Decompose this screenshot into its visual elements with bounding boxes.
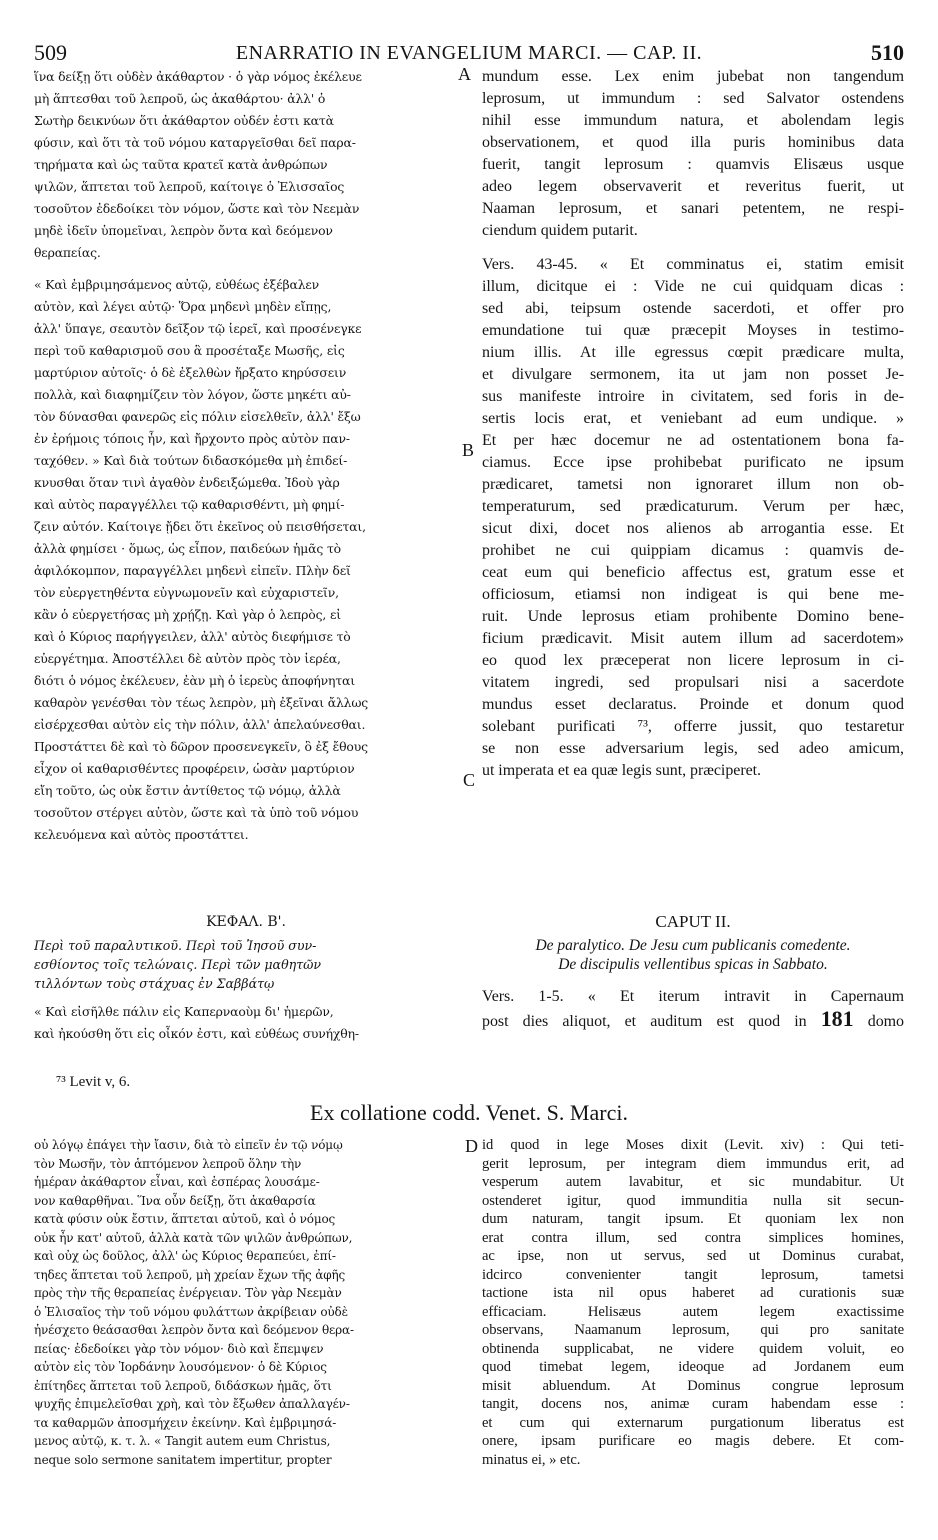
greek-chapter-text [34, 1001, 458, 1045]
text-line: misit abluendum. At Dominus congrue leprosum [482, 1377, 904, 1394]
text-line: Et per hæc docemur ne ad ostentationem bona fa- [482, 432, 904, 449]
text-line: ac ipse, non ut servus, sed ut Dominus curabat, [482, 1248, 904, 1264]
greek-chapter-block [34, 908, 458, 1045]
text-line: μενος αὐτῷ, κ. τ. λ. « Tangit autem eum Christus, [34, 1434, 331, 1448]
text-line: dum naturam, tangit ipsum. Et quoniam lex non [482, 1211, 904, 1227]
greek-chapter-heading: ΚΕΦΑΛ. Β'. [206, 914, 286, 930]
text-line: ἀφιλόκομπον, παραγγέλλει μηδενὶ εἰπεῖν. Πλὴν δεῖ [34, 563, 351, 578]
paragraph-gap [482, 242, 904, 254]
text-line: τοσοῦτον ἐδεδοίκει τὸν νόμον, ὥστε καὶ τὸν Νεεμὰν [34, 201, 360, 216]
text-line: ταχόθεν. » Καὶ διὰ τούτων διδασκόμεθα μὴ ἐπιδεί- [34, 453, 348, 468]
summary-line: De discipulis vellentibus spicas in Sabbato. [558, 956, 828, 973]
text-line: Προστάττει δὲ καὶ τὸ δῶρον προσενεγκεῖν, ὃ ἐξ ἔθους [34, 739, 368, 754]
text-line: emundatione tui quæ præcepit Moyses in testimo- [482, 322, 904, 339]
text-line: ostenderet igitur, quod immunditia nulla sit secun- [482, 1192, 904, 1209]
text-line: τὸν Μωσῆν, τὸν ἁπτόμενον λεπροῦ ὅλην τὴν [34, 1156, 302, 1171]
text-line: efficaciam. Helisæus autem legem exactissime [482, 1303, 904, 1320]
text-line: πολλὰ, καὶ διαφημίζειν τὸν λόγον, ὥστε μηκέτι αὐ- [34, 387, 351, 402]
text-line: τοσοῦτον στέργει αὐτὸν, ὥστε καὶ τὰ ὑπὸ τοῦ νόμου [34, 805, 359, 820]
text-line: gerit leprosum, per integram diem immundus erit, ad [482, 1155, 904, 1172]
text-line: sicut dixi, docet nos alienos ab arrogantia esse. Et [482, 520, 904, 537]
greek-column-top [34, 66, 458, 846]
running-title: ENARRATIO IN EVANGELIUM MARCI. — CAP. II. [235, 42, 703, 64]
text-line: θεραπείας. [34, 245, 101, 260]
text-line: αὐτὸν εἰς τὸν Ἰορδάνην λουσόμενον· ὁ δὲ Κύριος [34, 1360, 327, 1374]
text-line: καὶ ἠκούσθη ὅτι εἰς οἶκόν ἐστι, καὶ εὐθέως συνήχθη- [34, 1026, 359, 1041]
text-line: τὸν εὐεργετηθέντα εὐγνωμονεῖν καὶ εὐχαριστεῖν, [34, 585, 339, 600]
text-line: mundus esset declaratus. Proinde et donum quod [482, 696, 904, 713]
text-line: officiosum, etiamsi non indigeat is qui bene me- [482, 586, 904, 603]
text-line: et divulgare sermonem, ita ut jam non posset Je- [482, 366, 904, 383]
text-line: μὴ ἅπτεσθαι τοῦ λεπροῦ, ὡς ἀκαθάρτου· ἀλλ' ὁ [34, 91, 326, 106]
text-line: ciendum quidem putarit. [482, 222, 638, 239]
text-line: μηδὲ ἰδεῖν ὑπομεῖναι, λεπρὸν ὄντα καὶ δεόμενον [34, 223, 333, 238]
text-line: quod timebat legem, ideoque ad Jordanem eum [482, 1359, 904, 1375]
text-line: ψυχῆς ἐπιμελεῖσθαι χρὴ, καὶ τὸν ἔξωθεν ἀπαλλαγέν- [34, 1397, 350, 1411]
text-line: πείας· ἐδεδοίκει γὰρ τὸν νόμον· διὸ καὶ ἔπεμψεν [34, 1341, 324, 1356]
page-header [34, 40, 904, 66]
text-line: ἐν ἐρήμοις τόποις ἦν, καὶ ἤρχοντο πρὸς αὐτὸν παν- [34, 431, 350, 446]
text-line: leprosum, ut immundum : sed Salvator ostendens [482, 90, 904, 107]
text-line: adeo legem observaverit et reveritus fuerit, ut [482, 178, 904, 195]
text-line: διότι ὁ νόμος ἐκέλευεν, ἐὰν μὴ ὁ ἱερεὺς ἀποφήνηται [34, 673, 355, 688]
text-line: nihil esse immundum natura, et abolendam legis [482, 112, 904, 129]
text-line: se non esse adversarium legis, sed adeo amicum, [482, 740, 904, 757]
text-line: et cum qui externarum purgationum liberatus est [482, 1414, 904, 1431]
summary-line: De paralytico. De Jesu cum publicanis comedente. [535, 937, 851, 954]
summary-line: εσθίοντος τοῖς τελώναις. Περὶ τῶν μαθητῶν [34, 957, 322, 972]
text-line: εἶχον οἱ καθαρισθέντες προφέρειν, ὡσὰν μαρτύριον [34, 761, 355, 776]
text-line: ἀλλὰ φημίσει · ὅμως, ὡς εἶπον, παιδεύων ἡμᾶς τὸ [34, 541, 341, 556]
text-line: μαρτύριον αὐτοῖς· ὁ δὲ ἐξελθὼν ἤρξατο κηρύσσειν [34, 365, 347, 380]
text-line: νον καθαρθῆναι. Ἵνα οὖν δείξῃ, ὅτι ἀκαθαρσία [34, 1193, 316, 1208]
text-line: neque solo sermone sanitatem impertitur, propter [34, 1452, 332, 1467]
text-line: Σωτὴρ δεικνύων ὅτι ἀκάθαρτον οὐδέν ἐστι κατὰ [34, 113, 334, 128]
latin-column-top [482, 66, 904, 782]
text-line: ut imperata et ea quæ legis sunt, præciperet. [482, 762, 762, 779]
text-line: καὶ αὐτὸς παραγγέλλει τῷ καθαρισθέντι, μὴ φημί- [34, 497, 345, 512]
text-line-end: domo [867, 1013, 904, 1030]
text-line: οὐκ ἦν κατ' αὐτοῦ, ἀλλὰ κατὰ τῶν ψιλῶν ἀνθρώπων, [34, 1230, 353, 1245]
text-line: solebant purificati ⁷³, offerre jussit, quo testaretur [482, 718, 904, 735]
greek-chapter-summary [34, 936, 458, 993]
text-line: κἂν ὁ εὐεργετήσας μὴ χρῄζῃ. Καὶ γὰρ ὁ λεπρὸς, εἰ [34, 607, 341, 622]
text-line: « Καὶ εἰσῆλθε πάλιν εἰς Καπερναοὺμ δι' ἡμερῶν, [34, 1004, 334, 1019]
text-line: id quod in lege Moses dixit (Levit. xiv) : Qui teti- [482, 1137, 904, 1153]
latin-chapter-block [482, 908, 904, 1030]
text-line: eo quod lex præceperat non licere leprosum in ci- [482, 652, 904, 669]
text-line: observans, Naamanum leprosum, qui pro sanitate [482, 1322, 904, 1338]
text-line: κελευόμενα καὶ αὐτὸς προστάττει. [34, 827, 249, 842]
text-line: καὶ ὁ Κύριος παρήγγειλεν, ἀλλ' αὐτὸς διεφήμισε τὸ [34, 629, 351, 644]
text-line: onere, ipsam purificare eo magis debere. Et com- [482, 1433, 904, 1449]
text-line-start: post dies aliquot, et auditum est quod in [482, 1013, 807, 1030]
text-line: erat contra illum, sed contra simplices homines, [482, 1229, 904, 1246]
text-line: prohibet ne cui quippiam dicamus : quamvis de- [482, 542, 904, 559]
latin-chapter-heading: CAPUT II. [655, 912, 731, 931]
text-line: ἡμέραν ἀκάθαρτον εἶναι, καὶ ἑσπέρας λουσάμε- [34, 1175, 320, 1189]
text-line: illum, dicitque ei : Vide ne cui quidquam dicas : [482, 278, 904, 295]
text-line: temperaturum, sed prædicaturum. Verum per hæc, [482, 498, 904, 515]
text-line: τηρήματα καὶ ὡς ταῦτα κρατεῖ κατὰ ἀνθρώπων [34, 157, 328, 172]
text-line: sertis locis erat, et veniebant ad eum undique. » [482, 410, 904, 427]
text-line: ὁ Ἐλισαῖος τὴν τοῦ νόμου φυλάττων ἀκρίβειαν οὐδὲ [34, 1304, 348, 1319]
text-line: obtinenda supplicabat, ne videre quidem voluit, eo [482, 1340, 904, 1357]
text-line: observationem, et quod illa puris hominibus data [482, 134, 904, 151]
text-line: fuerit, tangit leprosum : quamvis Elisæus usque [482, 156, 904, 173]
text-line: Vers. 43-45. « Et comminatus ei, statim emisit [482, 256, 904, 273]
margin-letter-a: A [458, 64, 471, 84]
latin-chapter-summary [482, 936, 904, 974]
text-line: ψιλῶν, ἅπτεται τοῦ λεπροῦ, καίτοιγε ὁ Ἐλισσαῖος [34, 179, 345, 194]
text-line: κατὰ φύσιν οὐκ ἔστιν, ἅπτεται αὐτοῦ, καὶ ὁ νόμος [34, 1212, 336, 1226]
page-number-right: 510 [871, 40, 904, 65]
text-line: πρὸς τὴν τῆς θεραπείας ἐνέργειαν. Τὸν γὰρ Νεεμὰν [34, 1286, 342, 1300]
text-line: τα καθαρμῶν ἀποσμήχειν ἐκείνην. Καὶ ἐμβριμησά- [34, 1415, 337, 1430]
collation-heading: Ex collatione codd. Venet. S. Marci. [310, 1100, 628, 1125]
text-line: ἠνέσχετο θεάσασθαι λεπρὸν ὄντα καὶ δεόμενον θερα- [34, 1323, 354, 1337]
text-line: εὐεργέτημα. Ἀποστέλλει δὲ αὐτὸν πρὸς τὸν ἱερέα, [34, 651, 341, 666]
text-line: vesperum autem lavabitur, et sic mundabitur. Ut [482, 1174, 904, 1190]
text-line: καὶ οὐχ ὡς δοῦλος, ἀλλ' ὡς Κύριος θεραπεύει, ἐπί- [34, 1249, 336, 1263]
text-line: sed abi, teipsum ostende sacerdoti, et offer pro [482, 300, 904, 317]
text-line: sus manifeste introire in civitatem, sed foris in de- [482, 388, 904, 405]
text-line: ζειν αὐτόν. Καίτοιγε ᾔδει ὅτι ἐκεῖνος οὐ πεισθήσεται, [34, 519, 366, 534]
latin-column-bottom [482, 1136, 904, 1469]
text-line: Vers. 1-5. « Et iterum intravit in Capernaum [482, 988, 904, 1005]
greek-column-bottom [34, 1136, 458, 1469]
text-line: prædicaret, tametsi non ignoraret illum non ob- [482, 476, 904, 493]
text-line: mundum esse. Lex enim jubebat non tangendum [482, 68, 904, 85]
text-line: ficium prædicavit. Misit autem illum ad sacerdotem» [482, 630, 904, 647]
text-line: tangit, docens nos, animæ curam habendam esse : [482, 1396, 904, 1412]
text-line: ἀλλ' ὕπαγε, σεαυτὸν δεῖξον τῷ ἱερεῖ, καὶ προσένεγκε [34, 321, 362, 336]
text-line: idcirco convenienter tangit leprosum, tametsi [482, 1266, 904, 1283]
margin-letter-d: D [465, 1136, 478, 1156]
summary-line: τιλλόντων τοὺς στάχυας ἐν Σαββάτῳ [34, 976, 275, 991]
text-line: ciamus. Ecce ipse prohibebat purificato ne ipsum [482, 454, 904, 471]
text-line: vitatem ingredi, sed propulsari nisi a sacerdote [482, 674, 904, 691]
text-line: εἴη τοῦτο, ὡς οὐκ ἔστιν ἀντίθετος τῷ νόμῳ, ἀλλὰ [34, 783, 341, 798]
text-line: τὸν δύνασθαι φανερῶς εἰς πόλιν εἰσελθεῖν, ἀλλ' ἔξω [34, 409, 361, 424]
text-line: nium illis. At ille egressus cœpit prædicare multa, [482, 344, 904, 361]
page-number-left: 509 [34, 40, 67, 65]
text-line: εἰσέρχεσθαι αὐτὸν εἰς τὴν πόλιν, ἀλλ' ἀπελαύνεσθαι. [34, 717, 366, 732]
text-line: ceat eum qui beneficio affectus est, gratum esse et [482, 564, 904, 581]
margin-letter-c: C [463, 770, 476, 790]
text-line: ἵνα δείξῃ ὅτι οὐδὲν ἀκάθαρτον · ὁ γὰρ νόμος ἐκέλευε [34, 69, 362, 84]
summary-line: Περὶ τοῦ παραλυτικοῦ. Περὶ τοῦ Ἰησοῦ συν- [34, 938, 317, 953]
text-line: κνυσθαι ὅταν τινὶ ἀγαθὸν ἐνδειξώμεθα. Ἰδοὺ γὰρ [34, 475, 340, 490]
text-line: αὐτὸν, καὶ λέγει αὐτῷ· Ὅρα μηδενὶ μηδὲν εἴπῃς, [34, 299, 332, 314]
text-line: « Καὶ ἐμβριμησάμενος αὐτῷ, εὐθέως ἐξέβαλεν [34, 277, 320, 292]
text-line: περὶ τοῦ καθαρισμοῦ σου ἃ προσέταξε Μωσῆς, εἰς [34, 343, 345, 358]
text-line [482, 1008, 904, 1030]
margin-letter-b: B [462, 440, 475, 460]
column-number: 181 [820, 1008, 854, 1030]
text-line: ἐπίτηδες ἅπτεται τοῦ λεπροῦ, διδάσκων ἡμᾶς, ὅτι [34, 1378, 332, 1393]
text-line: ruit. Unde leprosus etiam prohibente Domino bene- [482, 608, 904, 625]
text-line: φύσιν, καὶ ὅτι τὰ τοῦ νόμου καταργεῖσθαι δεῖ παρα- [34, 135, 356, 150]
text-line: tactione ista nil opus haberet ad curationis suæ [482, 1285, 904, 1301]
text-line: minatus ei, » etc. [482, 1451, 581, 1468]
text-line: τηδες ἅπτεται τοῦ λεπροῦ, μὴ χρείαν ἔχων τῆς ἀφῆς [34, 1267, 346, 1282]
latin-chapter-text [482, 986, 904, 1030]
text-line: Naaman leprosum, et sanari petentem, ne respi- [482, 200, 904, 217]
text-line: καθαρὸν γενέσθαι τὸν τέως λεπρὸν, μὴ ἐξεῖναι ἄλλως [34, 695, 369, 710]
footnote: ⁷³ Levit v, 6. [56, 1074, 131, 1090]
text-line: οὐ λόγῳ ἐπάγει τὴν ἴασιν, διὰ τὸ εἰπεῖν ἐν τῷ νόμῳ [34, 1138, 343, 1152]
